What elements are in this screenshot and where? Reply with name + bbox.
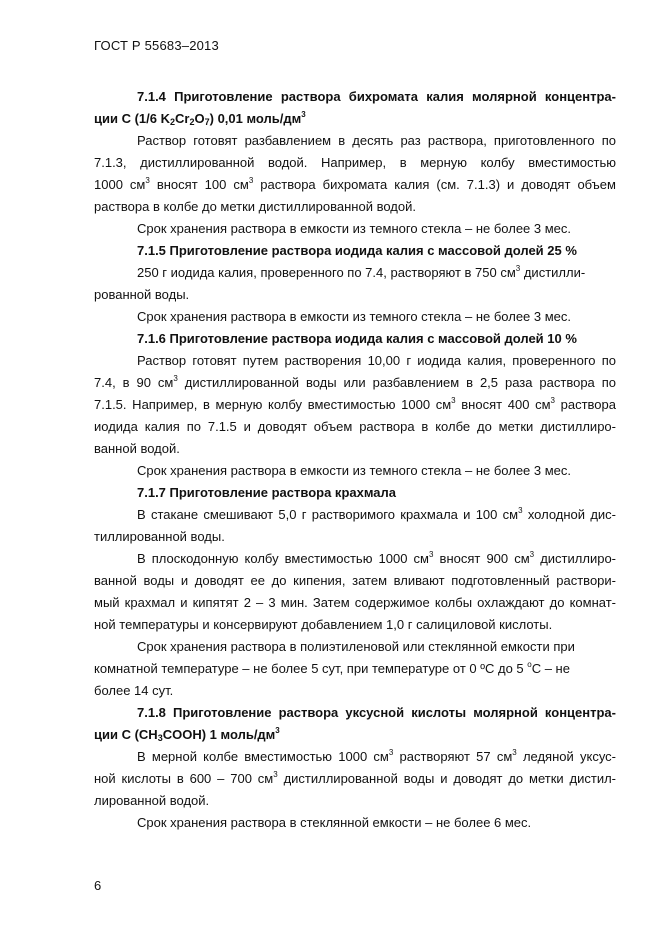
document-header: ГОСТ Р 55683–2013 bbox=[94, 38, 219, 53]
storage-note: Срок хранения раствора в стеклянной емкости – не более 6 мес. bbox=[137, 815, 532, 830]
paragraph-line: тиллированной воды. bbox=[94, 529, 225, 544]
paragraph-line: 250 г иодида калия, проверенного по 7.4, растворяют в 750 $см^3$ дистилли- bbox=[137, 264, 586, 280]
section-7-1-8-heading: 7.1.8 Приготовление раствора уксусной кислоты молярной концентра- bbox=[137, 705, 616, 720]
paragraph-line: 7.1.5. Например, в мерную колбу вместимостью 1000 $см^3$ вносят 400 $см^3$ раствора bbox=[94, 396, 617, 412]
section-7-1-7-heading: 7.1.7 Приготовление раствора крахмала bbox=[137, 485, 397, 500]
paragraph-line: 7.1.3, дистиллированной водой. Например, в мерную колбу вместимостью bbox=[94, 155, 616, 170]
paragraph-line: ной температуры и консервируют добавлением 1,0 г салициловой кислоты. bbox=[94, 617, 553, 632]
paragraph-line: ванной воды и доводят ее до кипения, затем вливают подготовленный раствори- bbox=[94, 573, 616, 588]
paragraph-line: Раствор готовят путем растворения 10,00 г иодида калия, проверенного по bbox=[137, 353, 616, 368]
paragraph-line: рованной воды. bbox=[94, 287, 190, 302]
storage-note: Срок хранения раствора в полиэтиленовой или стеклянной емкости при bbox=[137, 639, 575, 654]
paragraph-line: В мерной колбе вместимостью 1000 $см^3$ растворяют 57 $см^3$ ледяной уксус- bbox=[137, 748, 616, 764]
paragraph-line: лированной водой. bbox=[94, 793, 210, 808]
storage-note: Срок хранения раствора в емкости из темного стекла – не более 3 мес. bbox=[137, 221, 572, 236]
storage-note: Срок хранения раствора в емкости из темного стекла – не более 3 мес. bbox=[137, 463, 572, 478]
paragraph-line: ной кислоты в 600 – 700 $см^3$ дистиллированной воды и доводят до метки дистил- bbox=[94, 770, 616, 786]
paragraph-line: комнатной температуре – не более 5 сут, при температуре от 0 ºC до 5 $^o$C – не bbox=[94, 660, 570, 676]
section-7-1-4-heading: 7.1.4 Приготовление раствора бихромата калия молярной концентра- bbox=[137, 89, 616, 104]
paragraph-line: 7.4, в 90 $см^3$ дистиллированной воды или разбавлением в 2,5 раза раствора по bbox=[94, 374, 616, 390]
storage-note: Срок хранения раствора в емкости из темного стекла – не более 3 мес. bbox=[137, 309, 572, 324]
paragraph-line: В стакане смешивают 5,0 г растворимого крахмала и 100 $см^3$ холодной дис- bbox=[137, 506, 616, 522]
page-number: 6 bbox=[94, 878, 102, 893]
paragraph-line: В плоскодонную колбу вместимостью 1000 $см^3$ вносят 900 $см^3$ дистиллиро- bbox=[137, 550, 616, 566]
section-7-1-4-heading-cont: ции С (1/6 $K_2Cr_2O_7$) 0,01 моль/$дм^3$ bbox=[94, 110, 306, 127]
paragraph-line: более 14 сут. bbox=[94, 683, 174, 698]
section-7-1-6-heading: 7.1.6 Приготовление раствора иодида калия с массовой долей 10 % bbox=[137, 331, 577, 346]
paragraph-line: ванной водой. bbox=[94, 441, 180, 456]
paragraph-line: 1000 $см^3$ вносят 100 $см^3$ раствора бихромата калия (см. 7.1.3) и доводят объем bbox=[94, 176, 616, 192]
paragraph-line: раствора в колбе до метки дистиллированной водой. bbox=[94, 199, 416, 214]
document-body bbox=[94, 86, 616, 834]
section-7-1-8-heading-cont: ции С $(CH_3COOH)$ 1 моль/$дм^3$ bbox=[94, 726, 280, 743]
section-7-1-5-heading: 7.1.5 Приготовление раствора иодида калия с массовой долей 25 % bbox=[137, 243, 577, 258]
paragraph-line: Раствор готовят разбавлением в десять раз раствора, приготовленного по bbox=[137, 133, 616, 148]
paragraph-line: иодида калия по 7.1.5 и доводят объем раствора в колбе до метки дистиллиро- bbox=[94, 419, 616, 434]
paragraph-line: мый крахмал и кипятят 2 – 3 мин. Затем содержимое колбы охлаждают до комнат- bbox=[94, 595, 616, 610]
